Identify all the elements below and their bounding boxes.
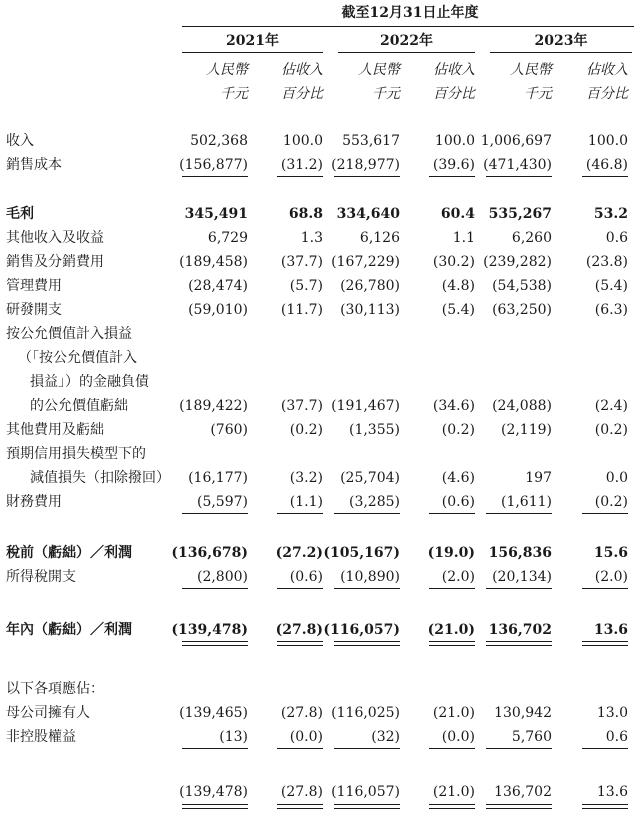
single-rule	[277, 176, 323, 177]
row-value: 130,942	[494, 705, 552, 721]
year-header: 2022年	[380, 33, 433, 49]
column-subheader: 佔收入	[586, 62, 628, 78]
row-value: 156,836	[488, 545, 552, 561]
row-value: 553,617	[342, 133, 400, 149]
row-value: (30,113)	[340, 302, 400, 318]
single-rule	[182, 588, 248, 589]
double-rule	[429, 641, 475, 646]
double-rule	[182, 804, 248, 809]
row-value: 334,640	[336, 206, 400, 222]
year-rule	[338, 52, 475, 53]
year-rule	[182, 52, 323, 53]
row-label: 銷售及分銷費用	[6, 254, 104, 270]
row-value: (218,977)	[331, 157, 400, 173]
row-value: (11.7)	[280, 302, 323, 318]
double-rule	[486, 641, 552, 646]
single-rule	[334, 588, 400, 589]
row-value: (39.6)	[432, 157, 475, 173]
row-value: (1.1)	[289, 494, 323, 510]
row-value: (139,478)	[171, 622, 248, 638]
row-value: (0.0)	[289, 729, 323, 745]
row-label: 非控股權益	[6, 729, 76, 745]
row-label: 以下各項應佔：	[6, 681, 104, 697]
single-rule	[429, 588, 475, 589]
row-value: (21.0)	[427, 622, 475, 638]
row-value: 100.0	[282, 133, 323, 149]
row-value: 15.6	[593, 545, 628, 561]
double-rule	[582, 804, 628, 809]
row-value: 535,267	[488, 206, 552, 222]
row-value: (5.4)	[441, 302, 475, 318]
row-label: 銷售成本	[6, 157, 62, 173]
row-value: (19.0)	[427, 545, 475, 561]
row-value: (54,538)	[492, 278, 552, 294]
row-value: (0.2)	[441, 422, 475, 438]
row-label: 稅前（虧絀）／利潤	[6, 545, 132, 561]
double-rule	[277, 804, 323, 809]
row-value: (23.8)	[585, 254, 628, 270]
row-value: (3,285)	[348, 494, 400, 510]
column-subheader: 人民幣	[510, 62, 552, 78]
row-value: 13.0	[596, 705, 628, 721]
row-label: （「按公允價值計入	[18, 350, 137, 366]
row-value: 0.6	[605, 729, 628, 745]
row-value: 100.0	[587, 133, 628, 149]
row-value: 0.0	[605, 470, 628, 486]
double-rule	[334, 641, 400, 646]
row-value: 6,729	[207, 230, 248, 246]
row-value: 5,760	[511, 729, 552, 745]
row-value: (27.2)	[275, 545, 323, 561]
row-value: (32)	[371, 729, 400, 745]
single-rule	[486, 748, 552, 749]
year-rule	[490, 52, 632, 53]
period-rule	[182, 26, 634, 27]
row-value: (5.7)	[289, 278, 323, 294]
row-value: (3.2)	[289, 470, 323, 486]
row-value: 6,126	[359, 230, 400, 246]
single-rule	[582, 513, 628, 514]
row-value: (139,465)	[179, 705, 248, 721]
row-value: (760)	[210, 422, 248, 438]
row-value: (30.2)	[432, 254, 475, 270]
column-unit: 百分比	[433, 86, 475, 102]
row-value: (2.0)	[594, 569, 628, 585]
column-unit: 千元	[524, 86, 552, 102]
period-header: 截至12月31日止年度	[341, 5, 479, 21]
row-value: (63,250)	[492, 302, 552, 318]
column-subheader: 佔收入	[433, 62, 475, 78]
row-value: (191,467)	[331, 398, 400, 414]
row-value: 13.6	[593, 622, 628, 638]
row-label: 其他收入及收益	[6, 230, 104, 246]
row-value: (0.2)	[594, 422, 628, 438]
row-label: 毛利	[6, 206, 34, 222]
row-label: 年內（虧絀）／利潤	[6, 622, 132, 638]
row-label: 損益」）的金融負債	[30, 374, 149, 390]
row-value: (59,010)	[188, 302, 248, 318]
single-rule	[182, 513, 248, 514]
column-subheader: 佔收入	[281, 62, 323, 78]
row-value: (24,088)	[492, 398, 552, 414]
row-value: (116,057)	[323, 622, 400, 638]
row-value: 13.6	[596, 784, 628, 800]
row-value: (16,177)	[188, 470, 248, 486]
row-value: (37.7)	[280, 398, 323, 414]
row-value: 1.1	[452, 230, 475, 246]
row-label: 管理費用	[6, 278, 62, 294]
row-value: 136,702	[488, 622, 552, 638]
row-value: (2,800)	[196, 569, 248, 585]
row-value: 197	[525, 470, 552, 486]
row-value: (46.8)	[585, 157, 628, 173]
row-value: (5,597)	[196, 494, 248, 510]
row-value: 68.8	[288, 206, 323, 222]
row-value: (21.0)	[432, 784, 475, 800]
column-unit: 百分比	[281, 86, 323, 102]
row-value: (25,704)	[340, 470, 400, 486]
row-value: (0.2)	[289, 422, 323, 438]
year-header: 2023年	[534, 33, 588, 49]
double-rule	[182, 641, 248, 646]
single-rule	[334, 748, 400, 749]
row-value: (37.7)	[280, 254, 323, 270]
row-label: 財務費用	[6, 494, 62, 510]
single-rule	[582, 748, 628, 749]
single-rule	[277, 513, 323, 514]
row-value: 53.2	[593, 206, 628, 222]
row-value: 136,702	[494, 784, 552, 800]
row-value: (239,282)	[483, 254, 552, 270]
row-value: 1.3	[300, 230, 323, 246]
row-value: (0.0)	[441, 729, 475, 745]
row-value: (26,780)	[340, 278, 400, 294]
column-subheader: 人民幣	[358, 62, 400, 78]
double-rule	[277, 641, 323, 646]
row-value: (31.2)	[280, 157, 323, 173]
row-value: (116,025)	[331, 705, 400, 721]
row-value: (34.6)	[432, 398, 475, 414]
row-value: 100.0	[434, 133, 475, 149]
column-subheader: 人民幣	[206, 62, 248, 78]
single-rule	[486, 588, 552, 589]
double-rule	[429, 804, 475, 809]
row-value: (28,474)	[188, 278, 248, 294]
row-value: (4.6)	[441, 470, 475, 486]
row-value: 502,368	[190, 133, 248, 149]
row-value: 1,006,697	[480, 133, 552, 149]
single-rule	[334, 176, 400, 177]
row-value: (5.4)	[594, 278, 628, 294]
row-label: 母公司擁有人	[6, 705, 90, 721]
row-value: (2.4)	[594, 398, 628, 414]
row-value: (1,611)	[500, 494, 552, 510]
row-value: (1,355)	[348, 422, 400, 438]
single-rule	[429, 513, 475, 514]
row-value: 345,491	[184, 206, 248, 222]
row-value: (27.8)	[275, 622, 323, 638]
row-value: (0.6)	[441, 494, 475, 510]
single-rule	[182, 748, 248, 749]
row-value: (189,458)	[179, 254, 248, 270]
row-value: (471,430)	[483, 157, 552, 173]
row-value: (167,229)	[331, 254, 400, 270]
single-rule	[182, 176, 248, 177]
row-value: (116,057)	[331, 784, 400, 800]
row-label: 預期信用損失模型下的	[6, 446, 146, 462]
row-label: 所得稅開支	[6, 569, 76, 585]
row-value: (6.3)	[594, 302, 628, 318]
row-label: 按公允價值計入損益	[6, 326, 132, 342]
row-label: 的公允價值虧絀	[30, 398, 128, 414]
single-rule	[277, 748, 323, 749]
row-label: 收入	[6, 133, 34, 149]
row-value: (20,134)	[492, 569, 552, 585]
single-rule	[582, 588, 628, 589]
row-label: 減值損失（扣除撥回）	[30, 470, 170, 486]
double-rule	[486, 804, 552, 809]
double-rule	[334, 804, 400, 809]
row-value: (105,167)	[323, 545, 400, 561]
row-value: (2.0)	[441, 569, 475, 585]
column-unit: 百分比	[586, 86, 628, 102]
row-value: 6,260	[511, 230, 552, 246]
row-value: (13)	[219, 729, 248, 745]
single-rule	[429, 748, 475, 749]
row-label: 其他費用及虧絀	[6, 422, 104, 438]
row-value: (0.6)	[289, 569, 323, 585]
row-value: 0.6	[605, 230, 628, 246]
single-rule	[486, 176, 552, 177]
year-header: 2021年	[226, 33, 279, 49]
single-rule	[582, 176, 628, 177]
row-value: (2,119)	[500, 422, 552, 438]
row-value: (0.2)	[594, 494, 628, 510]
row-value: (27.8)	[280, 784, 323, 800]
row-value: (21.0)	[432, 705, 475, 721]
row-value: (139,478)	[179, 784, 248, 800]
column-unit: 千元	[220, 86, 248, 102]
row-value: (10,890)	[340, 569, 400, 585]
row-value: (156,877)	[179, 157, 248, 173]
row-value: (189,422)	[179, 398, 248, 414]
double-rule	[582, 641, 628, 646]
single-rule	[334, 513, 400, 514]
row-value: (4.8)	[441, 278, 475, 294]
row-label: 研發開支	[6, 302, 62, 318]
single-rule	[429, 176, 475, 177]
row-value: (27.8)	[280, 705, 323, 721]
row-value: (136,678)	[171, 545, 248, 561]
single-rule	[277, 588, 323, 589]
row-value: 60.4	[440, 206, 475, 222]
single-rule	[486, 513, 552, 514]
column-unit: 千元	[372, 86, 400, 102]
